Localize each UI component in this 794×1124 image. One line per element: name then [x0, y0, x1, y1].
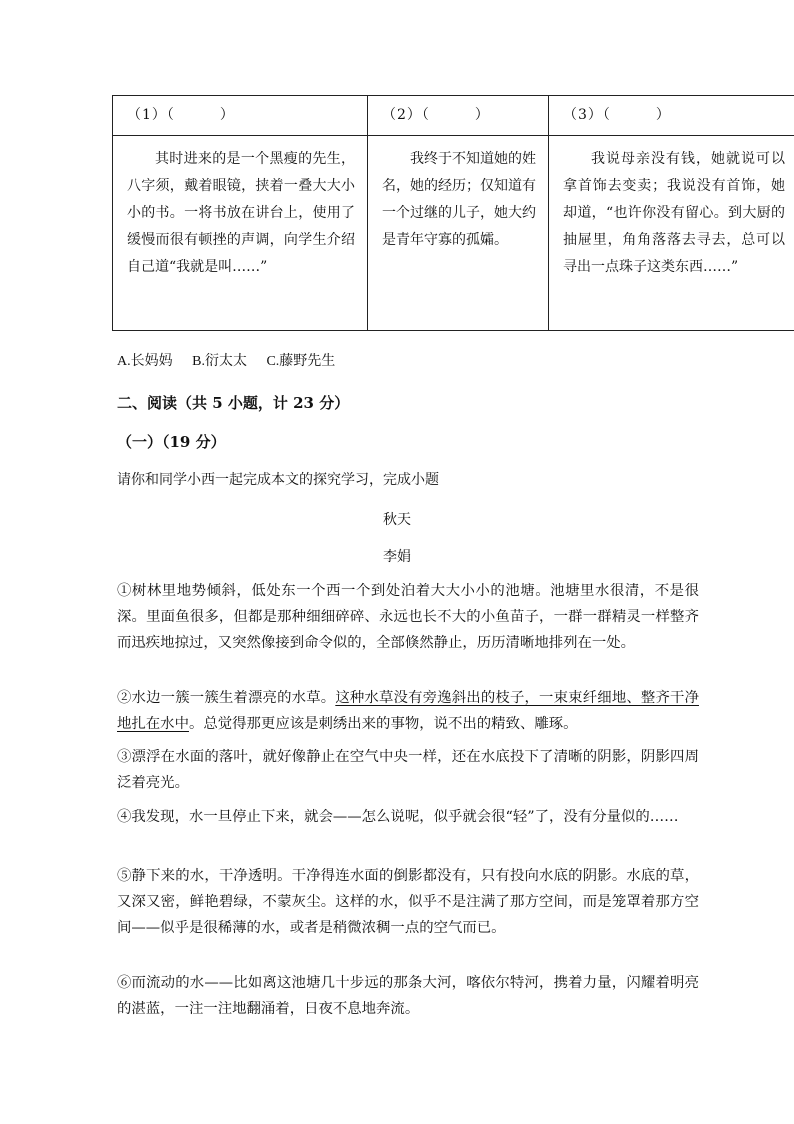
subsection-title: （一）（19 分）: [117, 433, 226, 451]
paragraph-2-end: 。总觉得那更应该是刺绣出来的事物，说不出的精致、雕琢。: [188, 716, 578, 732]
option-b: B.衍太太: [192, 354, 247, 369]
section-title: 二、阅读（共 5 小题，计 23 分）: [117, 394, 350, 412]
instruction-text: 请你和同学小西一起完成本文的探究学习，完成小题: [117, 472, 439, 488]
excerpt-3: 我说母亲没有钱，她就说可以拿首饰去变卖；我说没有首饰，她却道，“也许你没有留心。到大厨的抽屉里，角角落落去寻去，总可以寻出一点珠子这类东西……”: [563, 151, 785, 275]
table-body-row: [113, 136, 794, 331]
table-header-row: [113, 96, 794, 136]
table-header-1: （1）（ ）: [113, 96, 368, 136]
passage-author: 李娟: [383, 549, 411, 565]
option-c: C.藤野先生: [266, 354, 336, 369]
passage-title: 秋天: [383, 512, 411, 528]
table-cell-3: [549, 136, 794, 331]
paragraph-2-start: ②水边一簇一簇生着漂亮的水草。: [117, 690, 336, 706]
underlined-sentence: 这种水草没有旁逸斜出的枝子，一束束纤细地、整齐干净地扎在水中: [117, 690, 699, 732]
excerpt-1: 其时进来的是一个黑瘦的先生，八字须，戴着眼镜，挟着一叠大大小小的书。一将书放在讲台上，使用了缓慢而很有顿挫的声调，向学生介绍自己道“我就是叫……”: [127, 151, 355, 275]
excerpt-2: 我终于不知道她的姓名，她的经历；仅知道有一个过继的儿子，她大约是青年守寡的孤孀。: [382, 151, 536, 248]
paragraph-4: ④我发现，水一旦停止下来，就会——怎么说呢，似乎就会很“轻”了，没有分量似的……: [117, 809, 679, 825]
paragraph-5: ⑤静下来的水，干净透明。干净得连水面的倒影都没有，只有投向水底的阴影。水底的草，又深又密，鲜艳碧绿，不蒙灰尘。这样的水，似乎不是注满了那方空间，而是笼罩着那方空间——似乎是很稀薄的水，或者是稍微浓稠一点的空气而已。: [117, 868, 699, 936]
paragraph-6: ⑥而流动的水——比如离这池塘几十步远的那条大河，喀依尔特河，携着力量，闪耀着明亮的湛蓝，一注一注地翻涌着，日夜不息地奔流。: [117, 975, 699, 1017]
paragraph-2: [117, 685, 699, 737]
answer-options: [117, 350, 351, 370]
option-a: A.长妈妈: [117, 354, 173, 369]
table-cell-1: [113, 136, 368, 331]
paragraph-1: ①树林里地势倾斜，低处东一个西一个到处泊着大大小小的池塘。池塘里水很清，不是很深。里面鱼很多，但都是那种细细碎碎、永远也长不大的小鱼苗子，一群一群精灵一样整齐而迅疾地掠过，又突然像接到命令似的，全部倏然静止，历历清晰地排列在一处。: [117, 583, 699, 651]
table-header-3: （3）（ ）: [549, 96, 794, 136]
matching-table: [112, 95, 794, 331]
paragraph-3: ③漂浮在水面的落叶，就好像静止在空气中央一样，还在水底投下了清晰的阴影，阴影四周泛着亮光。: [117, 749, 699, 791]
table-header-2: （2）（ ）: [368, 96, 549, 136]
table-cell-2: [368, 136, 549, 331]
